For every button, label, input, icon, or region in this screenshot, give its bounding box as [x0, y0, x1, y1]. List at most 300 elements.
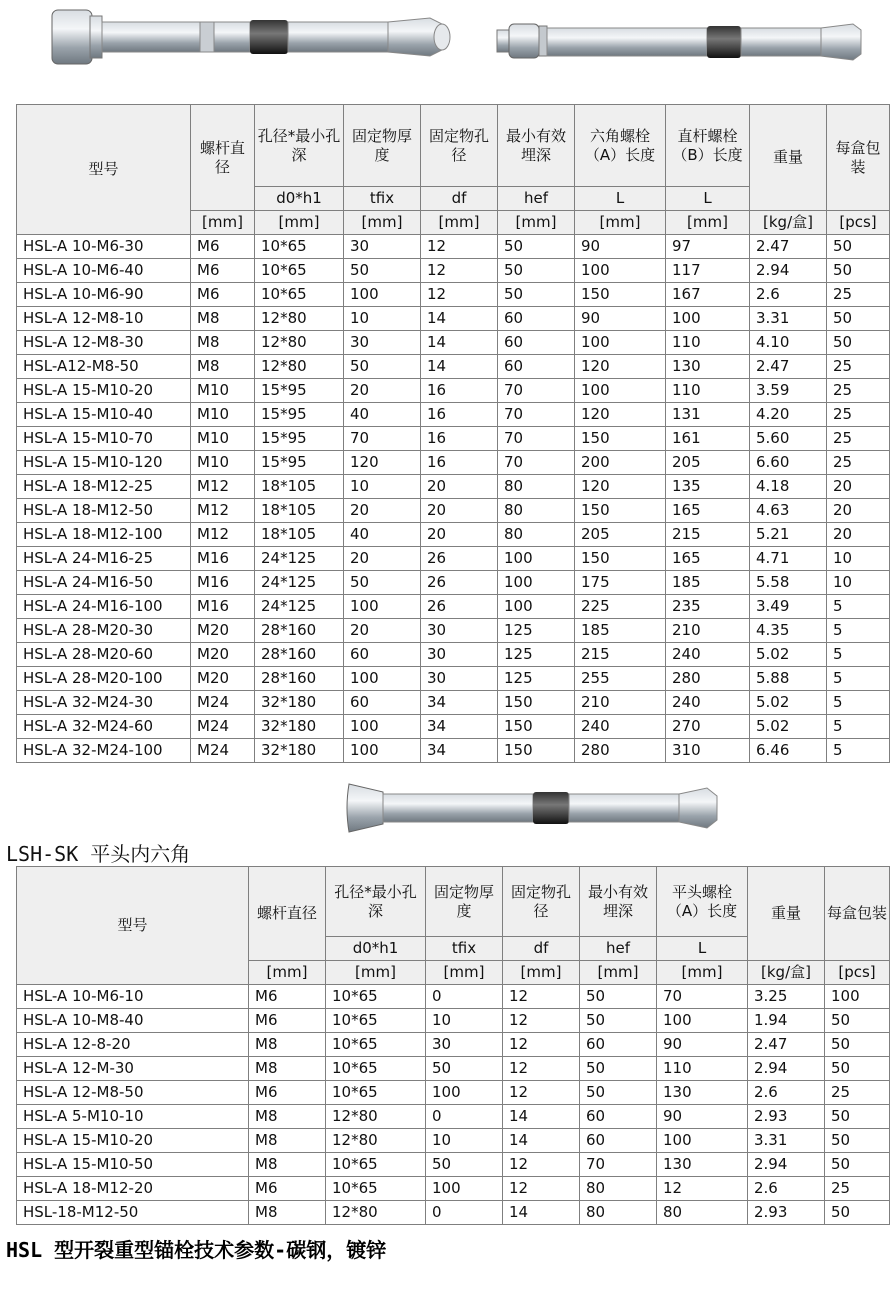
table-cell: 70 [498, 427, 575, 451]
table-cell: 60 [580, 1129, 657, 1153]
table-cell: 50 [825, 1033, 890, 1057]
table-cell: 100 [426, 1081, 503, 1105]
table-cell: 25 [827, 379, 890, 403]
table-cell: 3.49 [750, 595, 827, 619]
symbol-cell: L [666, 187, 750, 211]
header-df: 固定物孔径 [421, 105, 498, 187]
table-cell: HSL-A 15-M10-20 [17, 1129, 249, 1153]
table-cell: HSL-A 15-M10-50 [17, 1153, 249, 1177]
table-cell: 4.63 [750, 499, 827, 523]
table-row [17, 283, 890, 307]
table-cell: 50 [498, 259, 575, 283]
table-cell: 50 [580, 1009, 657, 1033]
table-cell: 5 [827, 595, 890, 619]
table-cell: 15*95 [255, 403, 344, 427]
table-cell: 70 [580, 1153, 657, 1177]
table-cell: 12 [503, 1009, 580, 1033]
table-cell: HSL-A 5-M10-10 [17, 1105, 249, 1129]
table-cell: 100 [344, 739, 421, 763]
table-cell: 20 [344, 619, 421, 643]
table-cell: 10*65 [326, 1009, 426, 1033]
table-row [17, 1105, 890, 1129]
table-cell: 40 [344, 523, 421, 547]
table-cell: 120 [575, 475, 666, 499]
table-cell: 30 [421, 667, 498, 691]
table-row [17, 1081, 890, 1105]
table-cell: 70 [657, 985, 748, 1009]
table-cell: 50 [580, 985, 657, 1009]
table-row [17, 1177, 890, 1201]
table-row [17, 643, 890, 667]
table-cell: 15*95 [255, 451, 344, 475]
header-tfix: 固定物厚度 [344, 105, 421, 187]
table-cell: 5 [827, 715, 890, 739]
table-cell: 70 [498, 451, 575, 475]
table-cell: 10*65 [326, 1033, 426, 1057]
table-row [17, 451, 890, 475]
table-cell: 97 [666, 235, 750, 259]
table-cell: M12 [191, 499, 255, 523]
table-cell: HSL-A 12-M8-50 [17, 1081, 249, 1105]
unit-cell: [mm] [421, 211, 498, 235]
table-cell: 185 [666, 571, 750, 595]
table-row [17, 403, 890, 427]
table-cell: 24*125 [255, 547, 344, 571]
table-cell: 125 [498, 667, 575, 691]
table-cell: 0 [426, 985, 503, 1009]
table-cell: 12 [503, 1081, 580, 1105]
table-cell: 20 [344, 379, 421, 403]
table-cell: 50 [498, 235, 575, 259]
unit-cell: [kg/盒] [748, 961, 825, 985]
table-cell: 20 [344, 547, 421, 571]
header-weight: 重量 [750, 105, 827, 211]
table-cell: 12 [421, 235, 498, 259]
table-cell: 225 [575, 595, 666, 619]
table-row [17, 259, 890, 283]
table-cell: 5 [827, 739, 890, 763]
table-cell: 110 [666, 379, 750, 403]
table-cell: 150 [575, 283, 666, 307]
table-cell: 5.21 [750, 523, 827, 547]
header-flat-bolt-length: 平头螺栓（A）长度 [657, 867, 748, 937]
table-cell: 40 [344, 403, 421, 427]
table-cell: 12 [503, 985, 580, 1009]
table-cell: M20 [191, 643, 255, 667]
table-cell: 32*180 [255, 691, 344, 715]
table-cell: 34 [421, 691, 498, 715]
table-row [17, 1129, 890, 1153]
table-cell: 60 [498, 307, 575, 331]
table-cell: 12*80 [326, 1201, 426, 1225]
table-cell: 5.02 [750, 715, 827, 739]
table-cell: 2.94 [748, 1153, 825, 1177]
table-cell: 14 [421, 307, 498, 331]
table-cell: 2.93 [748, 1105, 825, 1129]
header-model: 型号 [17, 105, 191, 235]
table-cell: 30 [421, 643, 498, 667]
table-cell: HSL-A 10-M6-10 [17, 985, 249, 1009]
table-cell: M8 [191, 355, 255, 379]
table-cell: 125 [498, 619, 575, 643]
table-cell: 100 [344, 715, 421, 739]
table-cell: 50 [825, 1057, 890, 1081]
table-cell: HSL-A 18-M12-20 [17, 1177, 249, 1201]
table-cell: 25 [827, 427, 890, 451]
table-cell: 34 [421, 739, 498, 763]
table-cell: 5.88 [750, 667, 827, 691]
header-tfix: 固定物厚度 [426, 867, 503, 937]
header-pack: 每盒包装 [825, 867, 890, 961]
table-cell: 50 [825, 1153, 890, 1177]
table-cell: 12 [421, 259, 498, 283]
table-cell: 12*80 [255, 331, 344, 355]
table-cell: M24 [191, 739, 255, 763]
table-cell: 150 [498, 691, 575, 715]
table-cell: 2.94 [750, 259, 827, 283]
table-cell: 30 [344, 331, 421, 355]
table-cell: M6 [191, 235, 255, 259]
table-cell: 2.93 [748, 1201, 825, 1225]
symbol-cell: L [657, 937, 748, 961]
table-cell: 90 [575, 235, 666, 259]
symbol-cell: hef [498, 187, 575, 211]
table-cell: M10 [191, 403, 255, 427]
table-row [17, 595, 890, 619]
table-cell: HSL-A 12-M8-30 [17, 331, 191, 355]
table-cell: M20 [191, 619, 255, 643]
table-cell: 2.47 [748, 1033, 825, 1057]
countersunk-anchor-photo [345, 778, 725, 838]
table-cell: 240 [666, 691, 750, 715]
table-cell: 26 [421, 595, 498, 619]
table-cell: 12*80 [255, 307, 344, 331]
table-row [17, 235, 890, 259]
table-cell: 12 [503, 1153, 580, 1177]
table-cell: 50 [825, 1009, 890, 1033]
table-cell: 14 [503, 1105, 580, 1129]
table-cell: HSL-A 24-M16-100 [17, 595, 191, 619]
table-cell: 20 [421, 499, 498, 523]
table-cell: M12 [191, 523, 255, 547]
table-cell: HSL-A 12-8-20 [17, 1033, 249, 1057]
table-cell: 25 [827, 451, 890, 475]
table-cell: 90 [575, 307, 666, 331]
table-cell: 120 [575, 355, 666, 379]
header-df: 固定物孔径 [503, 867, 580, 937]
header-shank-diameter: 螺杆直径 [249, 867, 326, 961]
table-cell: 70 [344, 427, 421, 451]
table-cell: M10 [191, 427, 255, 451]
table-cell: 16 [421, 379, 498, 403]
table-cell: 10 [426, 1129, 503, 1153]
table-cell: 5 [827, 643, 890, 667]
table-row [17, 307, 890, 331]
table-cell: 165 [666, 499, 750, 523]
table-cell: 80 [498, 523, 575, 547]
table-cell: HSL-A 15-M10-40 [17, 403, 191, 427]
symbol-cell: tfix [344, 187, 421, 211]
table-cell: 60 [498, 355, 575, 379]
header-hef: 最小有效埋深 [580, 867, 657, 937]
table-cell: M20 [191, 667, 255, 691]
table-cell: 10*65 [326, 985, 426, 1009]
table-cell: 50 [827, 259, 890, 283]
table-row [17, 715, 890, 739]
table-row [17, 1153, 890, 1177]
table-cell: 280 [575, 739, 666, 763]
symbol-cell: L [575, 187, 666, 211]
table-cell: HSL-A 10-M8-40 [17, 1009, 249, 1033]
table-cell: 60 [580, 1033, 657, 1057]
table-cell: 100 [498, 595, 575, 619]
table-row [17, 475, 890, 499]
table-cell: 100 [498, 547, 575, 571]
table-cell: HSL-A 10-M6-90 [17, 283, 191, 307]
symbol-cell: tfix [426, 937, 503, 961]
table-cell: M16 [191, 571, 255, 595]
table-cell: 10 [827, 547, 890, 571]
table-cell: 12 [657, 1177, 748, 1201]
unit-cell: [mm] [657, 961, 748, 985]
table-cell: 2.47 [750, 355, 827, 379]
table-cell: 2.47 [750, 235, 827, 259]
table-cell: 50 [426, 1057, 503, 1081]
header-shank-diameter: 螺杆直径 [191, 105, 255, 211]
table-cell: 130 [657, 1081, 748, 1105]
header-model: 型号 [17, 867, 249, 985]
table-cell: 12*80 [255, 355, 344, 379]
table-cell: 90 [657, 1105, 748, 1129]
table-cell: 167 [666, 283, 750, 307]
table-cell: M8 [249, 1129, 326, 1153]
table-cell: 5.58 [750, 571, 827, 595]
table-cell: M10 [191, 451, 255, 475]
table-cell: 100 [575, 259, 666, 283]
table-cell: 60 [344, 691, 421, 715]
table-cell: 50 [580, 1081, 657, 1105]
table-cell: 80 [580, 1201, 657, 1225]
table-row [17, 499, 890, 523]
table-cell: 130 [657, 1153, 748, 1177]
table-cell: 20 [827, 499, 890, 523]
table-row [17, 1009, 890, 1033]
table-cell: 34 [421, 715, 498, 739]
table-cell: 16 [421, 403, 498, 427]
footer-title: HSL 型开裂重型锚栓技术参数-碳钢，镀锌 [6, 1238, 387, 1262]
table-cell: M24 [191, 691, 255, 715]
table-cell: 50 [344, 571, 421, 595]
table-cell: 50 [580, 1057, 657, 1081]
table-cell: 165 [666, 547, 750, 571]
table-cell: 100 [426, 1177, 503, 1201]
header-weight: 重量 [748, 867, 825, 961]
table-row [17, 355, 890, 379]
hex-bolt-anchor-photo [50, 2, 480, 72]
table-row [17, 619, 890, 643]
table-row [17, 1033, 890, 1057]
table-cell: 255 [575, 667, 666, 691]
table-cell: 18*105 [255, 475, 344, 499]
table-cell: 90 [657, 1033, 748, 1057]
unit-cell: [mm] [344, 211, 421, 235]
table-cell: 117 [666, 259, 750, 283]
table-cell: 30 [344, 235, 421, 259]
table-cell: 280 [666, 667, 750, 691]
table-cell: 2.94 [748, 1057, 825, 1081]
symbol-cell: hef [580, 937, 657, 961]
lsh-sk-caption: LSH-SK 平头内六角 [6, 842, 191, 866]
table-cell: 25 [827, 403, 890, 427]
table-cell: HSL-A 28-M20-60 [17, 643, 191, 667]
table-cell: 205 [575, 523, 666, 547]
header-pack: 每盒包装 [827, 105, 890, 211]
table-cell: 60 [498, 331, 575, 355]
table-cell: 10*65 [326, 1057, 426, 1081]
symbol-cell: df [421, 187, 498, 211]
table-cell: 120 [575, 403, 666, 427]
table-cell: 3.59 [750, 379, 827, 403]
table-cell: 16 [421, 427, 498, 451]
header-stud-bolt-length: 直杆螺栓（B）长度 [666, 105, 750, 187]
table-cell: 210 [575, 691, 666, 715]
table-row [17, 667, 890, 691]
table-cell: 18*105 [255, 523, 344, 547]
table-cell: M12 [191, 475, 255, 499]
header-hex-bolt-length: 六角螺栓（A）长度 [575, 105, 666, 187]
table-cell: 150 [575, 499, 666, 523]
table-cell: HSL-A 32-M24-60 [17, 715, 191, 739]
table-cell: 150 [498, 739, 575, 763]
table-cell: 28*160 [255, 643, 344, 667]
table-cell: 0 [426, 1201, 503, 1225]
table-row [17, 1057, 890, 1081]
table-cell: 205 [666, 451, 750, 475]
table-cell: 20 [827, 523, 890, 547]
unit-cell: [kg/盒] [750, 211, 827, 235]
table-cell: 131 [666, 403, 750, 427]
table-cell: M6 [249, 1081, 326, 1105]
table-cell: 80 [657, 1201, 748, 1225]
table-cell: 50 [825, 1129, 890, 1153]
table-cell: 25 [825, 1081, 890, 1105]
table-row [17, 427, 890, 451]
table-cell: 130 [666, 355, 750, 379]
table-cell: 10*65 [255, 235, 344, 259]
table-cell: HSL-A 18-M12-100 [17, 523, 191, 547]
table-cell: 50 [827, 307, 890, 331]
lsh-sk-spec-table [16, 866, 890, 1225]
table-cell: 4.20 [750, 403, 827, 427]
unit-cell: [mm] [498, 211, 575, 235]
unit-cell: [mm] [255, 211, 344, 235]
table-cell: 5.60 [750, 427, 827, 451]
symbol-cell: d0*h1 [326, 937, 426, 961]
table-cell: 20 [827, 475, 890, 499]
table-cell: 110 [666, 331, 750, 355]
unit-cell: [mm] [666, 211, 750, 235]
table-cell: 50 [344, 259, 421, 283]
table-cell: 100 [825, 985, 890, 1009]
symbol-cell: df [503, 937, 580, 961]
table-row [17, 739, 890, 763]
table-cell: 175 [575, 571, 666, 595]
table-cell: HSL-A 24-M16-25 [17, 547, 191, 571]
table-cell: M8 [191, 331, 255, 355]
header-hef: 最小有效埋深 [498, 105, 575, 187]
table-cell: M16 [191, 595, 255, 619]
table-cell: 18*105 [255, 499, 344, 523]
table-cell: 100 [575, 379, 666, 403]
table-cell: 20 [421, 475, 498, 499]
table-cell: 80 [498, 475, 575, 499]
table-cell: HSL-A 28-M20-100 [17, 667, 191, 691]
symbol-cell: d0*h1 [255, 187, 344, 211]
table-cell: 20 [344, 499, 421, 523]
unit-cell: [mm] [426, 961, 503, 985]
table-cell: HSL-A 10-M6-30 [17, 235, 191, 259]
table-cell: 32*180 [255, 739, 344, 763]
table-row [17, 331, 890, 355]
table-cell: 0 [426, 1105, 503, 1129]
table-cell: M6 [249, 985, 326, 1009]
table-cell: 235 [666, 595, 750, 619]
table-cell: 100 [657, 1129, 748, 1153]
table-cell: 6.46 [750, 739, 827, 763]
table-cell: 2.6 [750, 283, 827, 307]
table-cell: 110 [657, 1057, 748, 1081]
table-cell: 26 [421, 547, 498, 571]
unit-cell: [mm] [326, 961, 426, 985]
table-cell: M8 [249, 1105, 326, 1129]
table-cell: M8 [249, 1057, 326, 1081]
table-cell: 32*180 [255, 715, 344, 739]
table-cell: 12*80 [326, 1129, 426, 1153]
table-cell: 6.60 [750, 451, 827, 475]
table-cell: 12 [503, 1057, 580, 1081]
table-cell: 60 [580, 1105, 657, 1129]
table-cell: 50 [344, 355, 421, 379]
table-cell: 12 [503, 1033, 580, 1057]
table-cell: HSL-A12-M8-50 [17, 355, 191, 379]
table-cell: M10 [191, 379, 255, 403]
table-cell: 10 [426, 1009, 503, 1033]
table-cell: 3.31 [748, 1129, 825, 1153]
table-cell: 20 [421, 523, 498, 547]
table-cell: 150 [575, 547, 666, 571]
table-cell: HSL-A 12-M-30 [17, 1057, 249, 1081]
table-cell: 215 [575, 643, 666, 667]
table-cell: 100 [344, 667, 421, 691]
table-cell: 161 [666, 427, 750, 451]
unit-cell: [mm] [580, 961, 657, 985]
table-cell: 1.94 [748, 1009, 825, 1033]
table-cell: 3.25 [748, 985, 825, 1009]
table-cell: 5 [827, 619, 890, 643]
table-cell: 310 [666, 739, 750, 763]
table-cell: 100 [344, 595, 421, 619]
table-row [17, 547, 890, 571]
table-cell: 10 [344, 307, 421, 331]
table-cell: 10 [827, 571, 890, 595]
table-cell: 14 [503, 1129, 580, 1153]
table-cell: 100 [344, 283, 421, 307]
table-cell: 150 [575, 427, 666, 451]
table-cell: 4.35 [750, 619, 827, 643]
hsl-a-spec-table [16, 104, 890, 763]
table-cell: 150 [498, 715, 575, 739]
table-cell: 70 [498, 379, 575, 403]
